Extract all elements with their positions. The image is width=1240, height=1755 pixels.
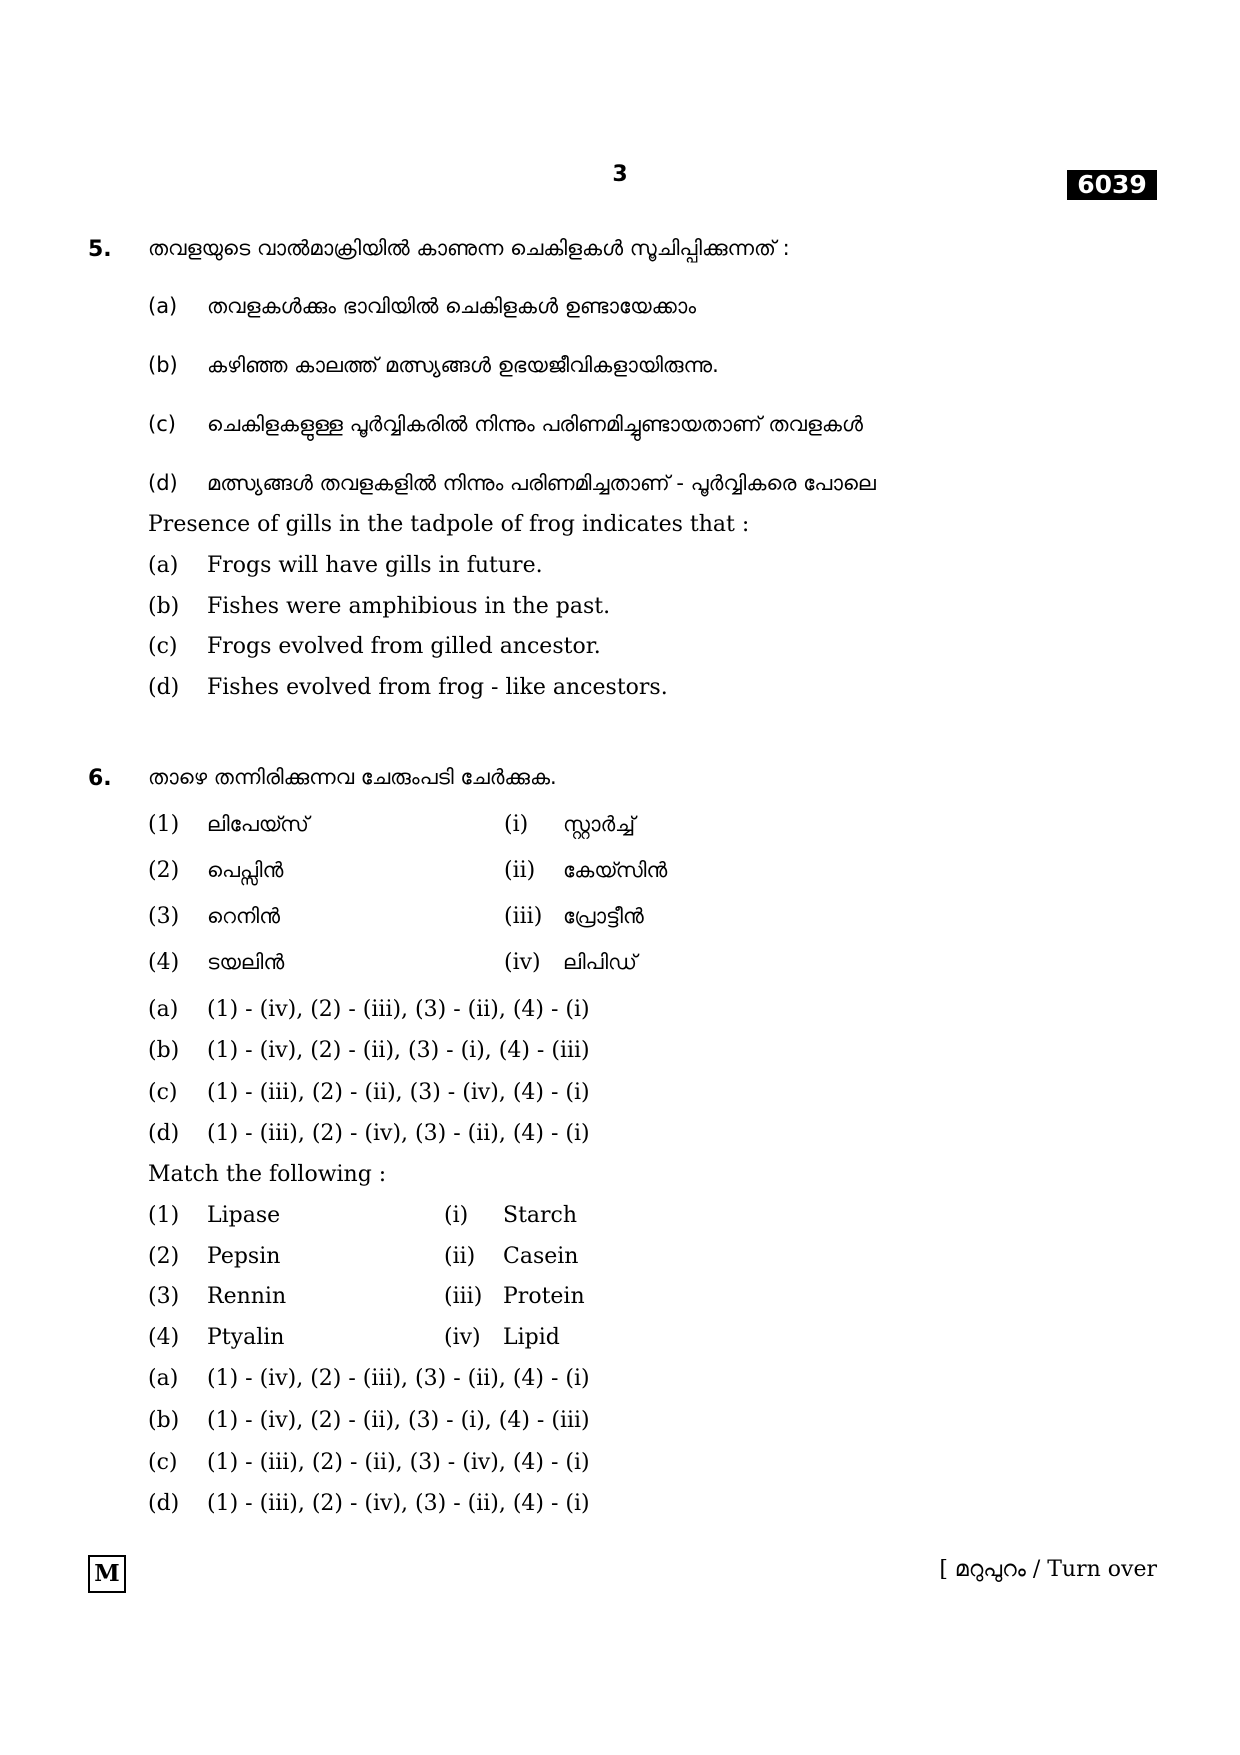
pair-left-text-ml: റെനിൻ [207,904,280,928]
option-label: (c) [148,1450,178,1475]
pair-right-text-ml: പ്രോട്ടീൻ [563,904,644,928]
question-text-en: Presence of gills in the tadpole of frog indicates that : [148,512,750,537]
option-text: (1) - (iii), (2) - (ii), (3) - (iv), (4) - (i) [207,1450,590,1475]
option-label: (a) [148,553,179,578]
question-text-ml: തവളയുടെ വാൽമാക്രിയിൽ കാണുന്ന ചെകിളകൾ സൂചിപ്പിക്കുന്നത് : [148,236,790,260]
pair-left-label: (1) [148,1203,180,1228]
option-label: (c) [148,1080,178,1105]
option-text-ml: കഴിഞ്ഞ കാലത്ത് മത്സ്യങ്ങൾ ഉഭയജീവികളായിരുന്നു. [207,353,719,377]
pair-right-text-ml: സ്റ്റാർച്ച് [563,812,636,836]
pair-right-label: (ii) [444,1244,476,1269]
option-label: (d) [148,471,178,495]
pair-right-label: (i) [444,1203,469,1228]
paper-code-badge: 6039 [1067,170,1157,200]
option-text: (1) - (iv), (2) - (ii), (3) - (i), (4) - (iii) [207,1038,590,1063]
option-label: (b) [148,1408,180,1433]
pair-left-label: (2) [148,858,180,883]
option-label: (a) [148,294,178,318]
option-text: (1) - (iv), (2) - (ii), (3) - (i), (4) - (iii) [207,1408,590,1433]
option-label: (d) [148,675,180,700]
pair-right-label: (iv) [444,1325,481,1350]
pair-left-text-ml: ലിപേയ്സ് [207,812,309,836]
option-text-en: Frogs evolved from gilled ancestor. [207,634,601,659]
option-text-ml: മത്സ്യങ്ങൾ തവളകളിൽ നിന്നും പരിണമിച്ചതാണ് - പൂർവ്വികരെ പോലെ [207,471,876,495]
question-number: 6. [88,766,112,791]
question-text-en: Match the following : [148,1162,387,1187]
turn-over-note: [ മറുപുറം / Turn over [939,1557,1157,1582]
option-label: (c) [148,412,176,436]
pair-right-text-ml: കേയ്സിൻ [563,858,668,882]
pair-right-text-en: Protein [503,1284,585,1309]
pair-left-text-en: Lipase [207,1203,281,1228]
option-text: (1) - (iv), (2) - (iii), (3) - (ii), (4) - (i) [207,1366,590,1391]
option-text-ml: തവളകൾക്കും ഭാവിയിൽ ചെകിളകൾ ഉണ്ടായേക്കാം [207,294,697,318]
pair-right-label: (iv) [504,950,541,975]
pair-left-label: (3) [148,1284,180,1309]
pair-left-label: (3) [148,904,180,929]
option-text: (1) - (iii), (2) - (iv), (3) - (ii), (4) - (i) [207,1121,590,1146]
question-text-ml: താഴെ തന്നിരിക്കുന്നവ ചേരുംപടി ചേർക്കുക. [148,765,557,789]
pair-left-text-en: Pepsin [207,1244,281,1269]
option-text: (1) - (iii), (2) - (iv), (3) - (ii), (4) - (i) [207,1491,590,1516]
pair-right-text-en: Casein [503,1244,579,1269]
pair-left-label: (4) [148,1325,180,1350]
option-label: (a) [148,997,179,1022]
option-label: (a) [148,1366,179,1391]
pair-right-label: (ii) [504,858,536,883]
option-text-en: Frogs will have gills in future. [207,553,543,578]
option-label: (d) [148,1491,180,1516]
pair-right-text-ml: ലിപിഡ് [563,950,638,974]
option-label: (c) [148,634,178,659]
option-text-en: Fishes evolved from frog - like ancestors. [207,675,668,700]
pair-left-text-en: Rennin [207,1284,287,1309]
medium-mark-box: M [88,1555,126,1593]
option-label: (b) [148,594,180,619]
question-number: 5. [88,237,112,262]
option-text-ml: ചെകിളകളുള്ള പൂർവ്വികരിൽ നിന്നും പരിണമിച്ചുണ്ടായതാണ് തവളകൾ [207,412,863,436]
page-number: 3 [612,162,628,187]
pair-left-label: (4) [148,950,180,975]
option-label: (b) [148,1038,180,1063]
option-label: (b) [148,353,178,377]
pair-right-text-en: Lipid [503,1325,560,1350]
pair-left-text-ml: ടയലിൻ [207,950,285,974]
option-text-en: Fishes were amphibious in the past. [207,594,611,619]
pair-right-label: (i) [504,812,529,837]
pair-right-label: (iii) [444,1284,483,1309]
pair-right-label: (iii) [504,904,543,929]
pair-left-label: (1) [148,812,180,837]
pair-left-text-en: Ptyalin [207,1325,285,1350]
option-text: (1) - (iii), (2) - (ii), (3) - (iv), (4) - (i) [207,1080,590,1105]
pair-left-text-ml: പെപ്സിൻ [207,858,284,882]
pair-right-text-en: Starch [503,1203,578,1228]
option-text: (1) - (iv), (2) - (iii), (3) - (ii), (4) - (i) [207,997,590,1022]
pair-left-label: (2) [148,1244,180,1269]
option-label: (d) [148,1121,180,1146]
